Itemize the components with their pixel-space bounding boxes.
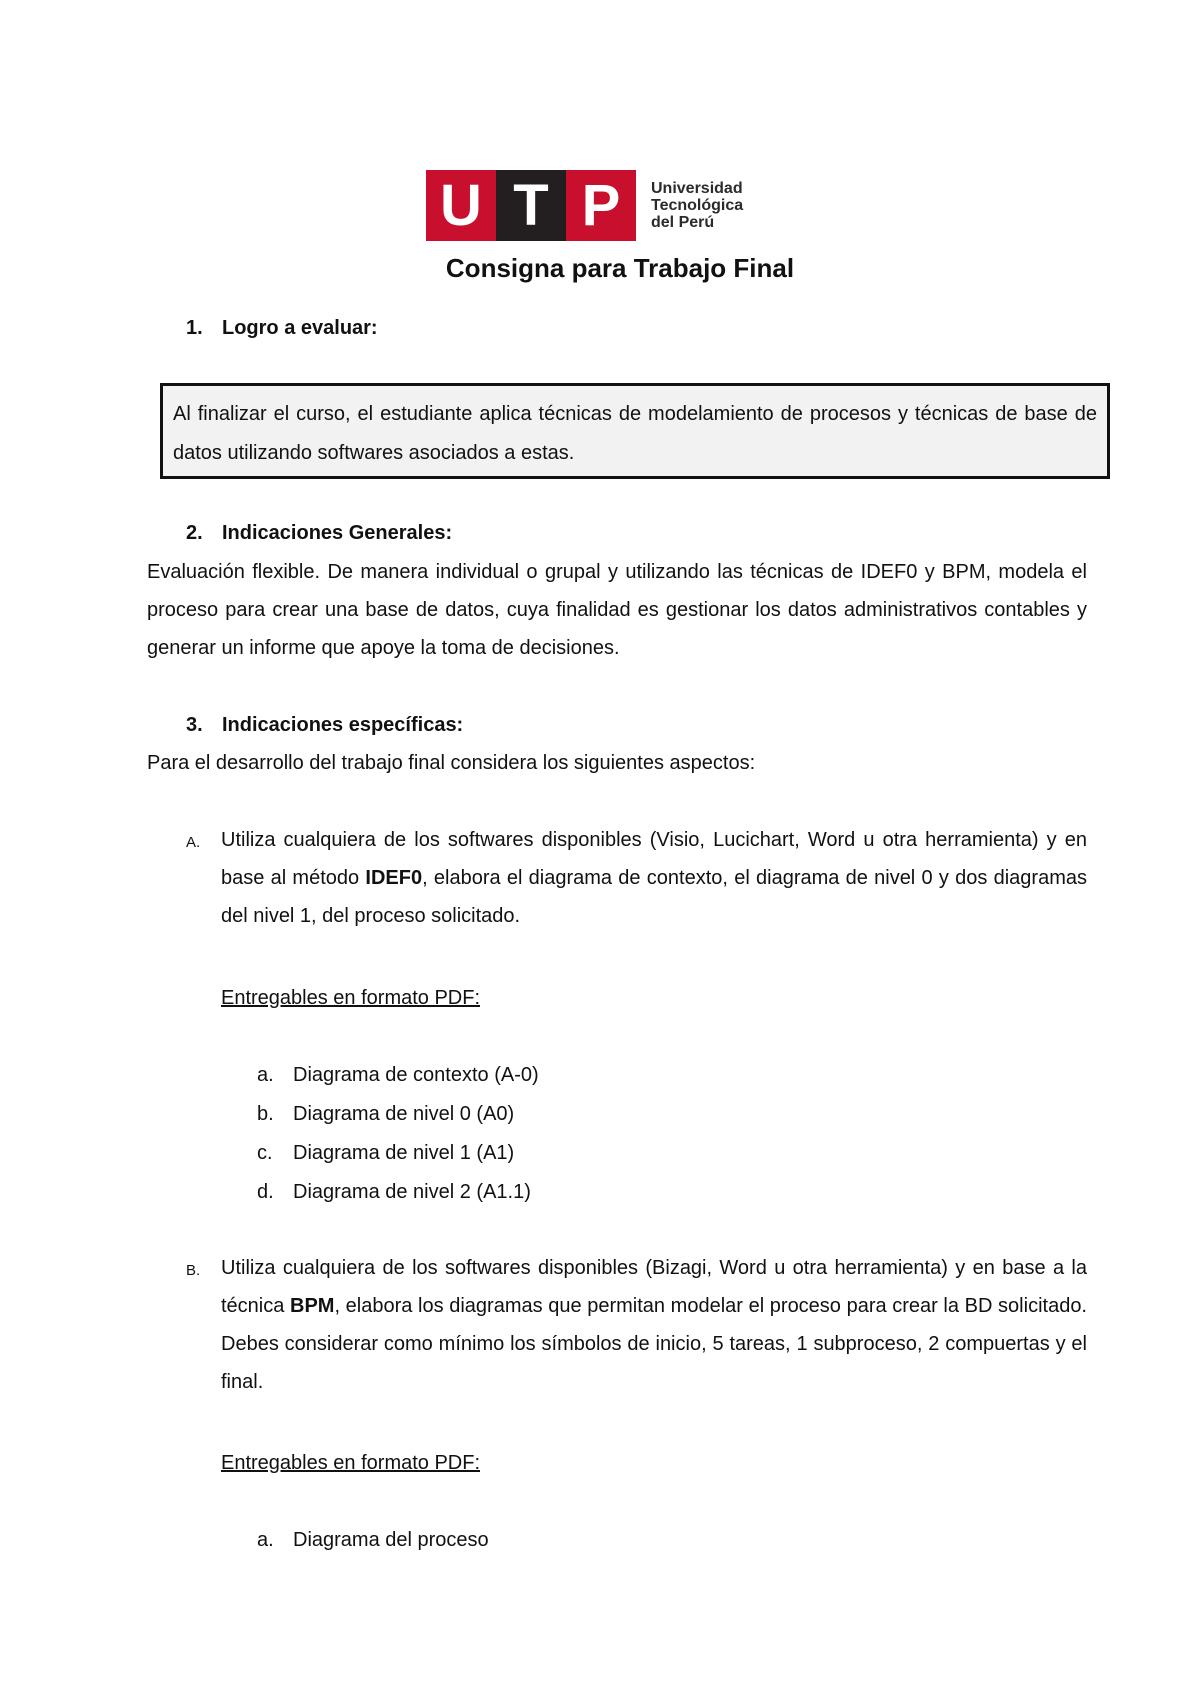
list-item bbox=[257, 1064, 539, 1087]
item-a-deliverables-label: Entregables en formato PDF: bbox=[221, 987, 481, 1009]
list-item-text: Diagrama de nivel 2 (A1.1) bbox=[293, 1181, 531, 1203]
list-item-text: Diagrama del proceso bbox=[293, 1529, 489, 1551]
section-3-heading bbox=[186, 714, 463, 737]
logo-letter-t: T bbox=[496, 170, 566, 241]
list-item-letter: b. bbox=[257, 1103, 274, 1125]
section-3-number: 3. bbox=[186, 714, 203, 736]
section-2-heading bbox=[186, 522, 452, 545]
list-item bbox=[257, 1103, 514, 1126]
section-3-intro: Para el desarrollo del trabajo final considera los siguientes aspectos: bbox=[147, 752, 756, 774]
item-b-technique: BPM bbox=[290, 1295, 335, 1317]
item-b-letter: B. bbox=[186, 1262, 201, 1279]
list-item-letter: c. bbox=[257, 1142, 273, 1164]
item-a-text-before: Utiliza cualquiera de los softwares disponibles (Visio, Lucichart, Word u otra herramienta) y en base al método bbox=[221, 829, 1087, 889]
logo-letter-u: U bbox=[426, 170, 496, 241]
page-title: Consigna para Trabajo Final bbox=[445, 253, 795, 283]
item-a-text bbox=[221, 821, 1087, 935]
list-item-letter: a. bbox=[257, 1064, 274, 1086]
utp-logo bbox=[426, 170, 743, 241]
section-2-title: Indicaciones Generales: bbox=[222, 522, 453, 544]
section-2-number: 2. bbox=[186, 522, 203, 544]
logo-line-3: del Perú bbox=[651, 214, 715, 231]
logo-letter-p: P bbox=[566, 170, 636, 241]
logo-university-name bbox=[651, 180, 743, 231]
list-item-letter: a. bbox=[257, 1529, 274, 1551]
logo-line-2: Tecnológica bbox=[651, 197, 744, 214]
item-a-method: IDEF0 bbox=[365, 867, 423, 889]
list-item-letter: d. bbox=[257, 1181, 274, 1203]
item-a-letter: A. bbox=[186, 834, 201, 851]
list-item-text: Diagrama de nivel 1 (A1) bbox=[293, 1142, 515, 1164]
item-a-text-after: , elabora el diagrama de contexto, el diagrama de nivel 0 y dos diagramas del nivel 1, del proceso solicitado. bbox=[221, 867, 1087, 927]
item-b-text bbox=[221, 1249, 1087, 1401]
list-item bbox=[257, 1142, 514, 1165]
list-item-text: Diagrama de nivel 0 (A0) bbox=[293, 1103, 515, 1125]
item-b-deliverables-label: Entregables en formato PDF: bbox=[221, 1452, 481, 1474]
item-b-text-after: , elabora los diagramas que permitan modelar el proceso para crear la BD solicitado. Debes considerar como mínimo los símbolos de inicio, 5 tareas, 1 subproceso, 2 compuertas y el final. bbox=[221, 1295, 1087, 1393]
section-1-number: 1. bbox=[186, 317, 203, 339]
section-1-title: Logro a evaluar: bbox=[222, 317, 378, 339]
list-item-text: Diagrama de contexto (A-0) bbox=[293, 1064, 539, 1086]
item-b-text-before: Utiliza cualquiera de los softwares disponibles (Bizagi, Word u otra herramienta) y en base a la técnica bbox=[221, 1257, 1087, 1317]
list-item bbox=[257, 1529, 489, 1552]
logo-line-1: Universidad bbox=[651, 180, 743, 197]
list-item bbox=[257, 1181, 531, 1204]
section-2-body: Evaluación flexible. De manera individual o grupal y utilizando las técnicas de IDEF0 y BPM, modela el proceso para crear una base de datos, cuya finalidad es gestionar los datos administrativos contables y generar un informe que apoye la toma de decisiones. bbox=[147, 561, 1087, 659]
learning-outcome-box: Al finalizar el curso, el estudiante aplica técnicas de modelamiento de procesos y técnicas de base de datos utilizando softwares asociados a estas. bbox=[160, 383, 1110, 479]
section-1-heading bbox=[186, 317, 378, 340]
section-3-title: Indicaciones específicas: bbox=[222, 714, 464, 736]
